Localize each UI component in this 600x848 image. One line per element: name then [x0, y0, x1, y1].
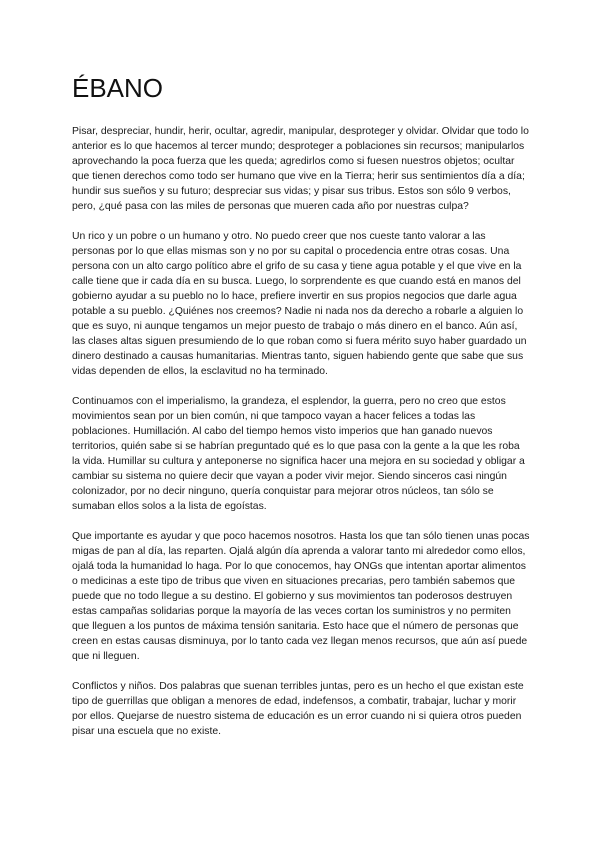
paragraph-1: Pisar, despreciar, hundir, herir, ocultar, agredir, manipular, desproteger y olvidar. Olvidar que todo lo anterior es lo que hacemos al tercer mundo; desproteger a poblaciones sin recursos; manipularlos aprovechando la poca fuerza que les queda; agredirlos como si fuesen nuestros objetos; ocultar que tienen derechos como todo ser humano que vive en la Tierra; herir sus sentimientos día a día; hundir sus sueños y su futuro; despreciar sus vidas; y pisar sus tribus. Estos son sólo 9 verbos, pero, ¿qué pasa con las miles de personas que mueren cada año por nuestras culpa?	[72, 126, 529, 212]
document-title: ÉBANO	[72, 73, 164, 103]
document-body	[72, 124, 530, 754]
paragraph-2: Un rico y un pobre o un humano y otro. No puedo creer que nos cueste tanto valorar a las personas por lo que ellas mismas son y no por su capital o procedencia entre otras cosas. Una persona con un alto cargo político abre el grifo de su casa y tiene agua potable y el que vive en la calle tiene que ir cada día en su busca. Luego, lo sorprendente es que cuando está en manos del gobierno ayudar a su pueblo no lo hace, prefiere invertir en sus propios negocios que darle agua potable a su pueblo. ¿Quiénes nos creemos? Nadie ni nada nos da derecho a robarle a alguien lo que es suyo, ni aunque tengamos un mejor puesto de trabajo o más dinero en el banco. Aún así, las clases altas siguen presumiendo de lo que roban como si fuera mérito suyo haber guardado un dinero destinado a causas humanitarias. Mientras tanto, siguen habiendo gente que sabe que sus vidas dependen de ellos, la esclavitud no ha terminado.	[72, 231, 527, 377]
paragraph-5: Conflictos y niños. Dos palabras que suenan terribles juntas, pero es un hecho el que existan este tipo de guerrillas que obligan a menores de edad, indefensos, a combatir, trabajar, luchar y morir por ellos. Quejarse de nuestro sistema de educación es un error cuando ni si quiera otros pueden pisar una escuela que no existe.	[72, 681, 524, 737]
paragraph-4: Que importante es ayudar y que poco hacemos nosotros. Hasta los que tan sólo tienen unas pocas migas de pan al día, las reparten. Ojalá algún día aprenda a valorar tanto mi alrededor como ellos, ojalá toda la humanidad lo haga. Por lo que conocemos, hay ONGs que intentan aportar alimentos o medicinas a este tipo de tribus que viven en situaciones precarias, pero también sabemos que puede que no todo llegue a su destino. El gobierno y sus movimientos tan poderosos destruyen estas campañas solidarias porque la mayoría de las veces cortan los suministros y no permiten que lleguen a los puntos de máxima tensión sanitaria. Esto hace que el número de personas que creen en estas causas disminuya, por lo tanto cada vez llegan menos recursos, que aún así puede que ni lleguen.	[72, 531, 530, 662]
paragraph-3: Continuamos con el imperialismo, la grandeza, el esplendor, la guerra, pero no creo que estos movimientos sean por un bien común, ni que tampoco vayan a hacer felices a todas las poblaciones. Humillación. Al cabo del tiempo hemos visto imperios que han ganado nuevos territorios, quién sabe si se habrían preguntado qué es lo que pasa con la gente a la que les roba la vida. Humillar su cultura y anteponerse no significa hacer una mejora en su sociedad y obligar a cambiar su sistema no quiere decir que vayan a poder vivir mejor. Siendo sinceros casi ningún colonizador, por no decir ninguno, quería conquistar para mejorar otros núcleos, tan sólo se sumaban ellos solos a la lista de egoístas.	[72, 396, 525, 512]
